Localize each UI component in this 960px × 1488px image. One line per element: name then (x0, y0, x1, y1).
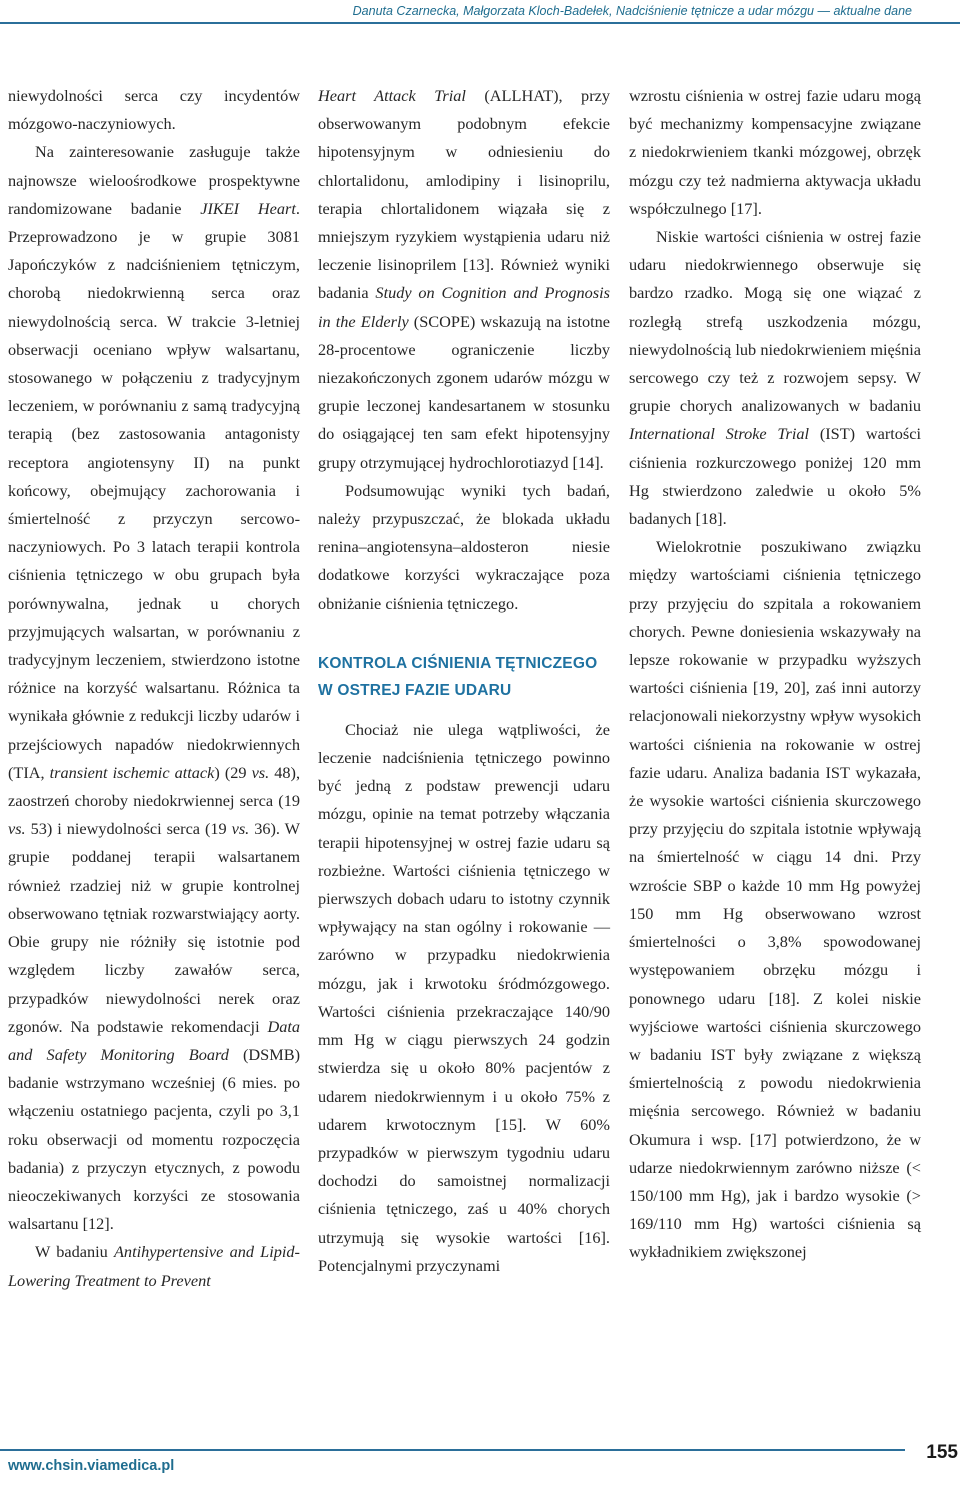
vs-italic: vs. (251, 762, 270, 782)
vs-italic: vs. (231, 819, 250, 839)
paragraph: Wielokrotnie poszukiwano związku między wartościami ciśnienia tętniczego przy przyjęciu do szpitala a rokowaniem chorych. Pewne doniesienia wskazywały na lepsze rokowanie w przypadku wyższych wartości ciśnienia [19, 20], zaś inni autorzy relacjonowali niekorzystny wpływ wysokich wartości ciśnienia na rokowanie w ostrej fazie udaru. Analiza badania IST wykazała, że wysokie wartości ciśnienia skurczowego przy przyjęciu do szpitala istotnie wpływają na śmiertelność w ciągu 14 dni. Przy wzroście SBP o każde 10 mm Hg powyżej 150 mm Hg obserwowano wzrost śmiertelności o 3,8% spowodowanej występowaniem obrzęku mózgu i ponownego udaru [18]. Z kolei niskie wyjściowe wartości ciśnienia skurczowego w badaniu IST były związane z większą śmiertelnością z powodu niedokrwienia mięśnia sercowego. Również w badaniu Okumura i wsp. [17] potwierdzono, że w udarze niedokrwiennym zarówno niższe (< 150/100 mm Hg), jak i bardzo wysokie (> 169/110 mm Hg) wartości ciśnienia są wykładnikiem zwiększonej (629, 537, 921, 1262)
footer-url: www.chsin.viamedica.pl (8, 1458, 175, 1474)
term-italic: transient ischemic attack (49, 762, 215, 782)
paragraph: niewydolności serca czy incydentów mózgowo-naczyniowych. (8, 86, 300, 134)
text-run: W badaniu (35, 1242, 114, 1262)
study-name: Study on Cognition and Prognosis in the Elderly (318, 283, 610, 331)
footer-rule (0, 1449, 905, 1451)
study-name: Antihypertensive and Lipid-Lowering Treatment to Prevent (8, 1242, 300, 1290)
header-rule (0, 22, 960, 24)
paragraph (318, 82, 610, 477)
paragraph: Chociaż nie ulega wątpliwości, że leczenie nadciśnienia tętniczego powinno być jedną z podstaw prewencji udaru mózgu, opinie na temat potrzeby włączania terapii hipotensyjnej w ostrej fazie udaru są rozbieżne. Wartości ciśnienia tętniczego w pierwszych dobach udaru to istotny czynnik wpływający na stan ogólny i rokowanie — zarówno w przypadku niedokrwienia mózgu, jak i krwotoku śródmózgowego. Wartości ciśnienia przekraczające 140/90 mm Hg w ciągu pierwszych 24 godzin stwierdza się u około 80% pacjentów z udarem niedokrwiennym i u około 75% z udarem krwotocznym [15]. W 60% przypadków w pierwszym tygodniu udaru dochodzi do samoistnej normalizacji ciśnienia tętniczego, zaś u 40% chorych utrzymują się wysokie wartości [16]. Potencjalnymi przyczynami (318, 719, 610, 1275)
study-name: International Stroke Trial (629, 424, 810, 444)
text-run: 53) i niewydolności serca (19 (25, 819, 232, 839)
running-title: Danuta Czarnecka, Małgorzata Kloch-Badełek, Nadciśnienie tętnicze a udar mózgu — aktualne dane (352, 4, 912, 18)
text-run: (IST) wartości ciśnienia rozkurczowego poniżej 120 mm Hg stwierdzono zaledwie u około 5% badanych [18]. (629, 424, 922, 529)
column-2 (318, 82, 610, 1280)
text-run: 48), zaostrzeń choroby niedokrwiennej serca (19 (8, 762, 301, 811)
paragraph (8, 1238, 300, 1294)
text-run: (ALLHAT), przy obserwowanym podobnym efekcie hipotensyjnym w odniesieniu do chlortalidonu, amlodipiny i lisinoprilu, terapia chlortalidonem wiązała się z mniejszym ryzykiem wystąpienia udaru niż leczenie lisinoprilem [13]. Również wyniki badania (318, 86, 610, 303)
text-run: (SCOPE) wskazują na istotne 28-procentowe ograniczenie liczby niezakończonych zgonem udarów mózgu w grupie leczonej kandesartanem w stosunku do osiągającej ten sam efekt hipotensyjny grupy otrzymującej hydrochlorotiazyd [14]. (318, 311, 611, 472)
text-run: . Przeprowadzono je w grupie 3081 Japończyków z nadciśnieniem tętniczym, chorobą niedokrwienną serca oraz niewydolnością serca. W trakcie 3-letniej obserwacji oceniano wpływ walsartanu, stosowanego w połączeniu z tradycyjnym leczeniem, w porównaniu z samą tradycyjną terapią (bez zastosowania antagonisty receptora angiotensyny II) na punkt końcowy, obejmujący zachorowania i śmiertelność z przyczyn sercowo-naczyniowych. Po 3 latach terapii kontrola ciśnienia tętniczego w obu grupach była porównywalna, jednak u chorych przyjmujących walsartan, w porównaniu z tradycyjnym leczeniem, stwierdzono istotne różnice na korzyść walsartanu. Różnica ta wynikała głównie z redukcji liczby udarów i przejściowych napadów niedokrwiennych (TIA, (8, 198, 300, 782)
text-run: Niskie wartości ciśnienia w ostrej fazie udaru niedokrwiennego obserwuje się bardzo rzadko. Mogą się one wiązać z rozległą strefą uszkodzenia mózgu, niewydolnością lub niedokrwieniem mięśnia sercowego czy też z rozwojem sepsy. W grupie chorych analizowanych w badaniu (629, 227, 921, 416)
board-name: Data and Safety Monitoring Board (8, 1016, 300, 1064)
column-1 (8, 82, 300, 1295)
section-heading: KONTROLA CIŚNIENIA TĘTNICZEGO W OSTREJ FAZIE UDARU (318, 654, 598, 699)
page-number: 155 (926, 1442, 958, 1463)
study-name: Heart Attack Trial (318, 86, 466, 105)
vs-italic: vs. (8, 819, 26, 839)
paragraph (629, 223, 921, 533)
text-run: (DSMB) badanie wstrzymano wcześniej (6 mies. po włączeniu ostatniego pacjenta, czyli po 3,1 roku obserwacji od momentu rozpoczęcia badania) z przyczyn etycznych, z powodu nieoczekiwanych korzyści ze stosowania walsartanu [12]. (8, 1044, 300, 1234)
column-3 (629, 82, 921, 1267)
study-name: JIKEI Heart (200, 198, 296, 218)
running-header (0, 0, 960, 34)
text-run: Na zainteresowanie zasługuje także najnowsze wieloośrodkowe prospektywne randomizowane badanie (8, 142, 300, 218)
paragraph: Podsumowując wyniki tych badań, należy przypuszczać, że blokada układu renina–angiotensyna–aldosteron niesie dodatkowe korzyści wykraczające poza obniżanie ciśnienia tętniczego. (318, 480, 610, 613)
paragraph: wzrostu ciśnienia w ostrej fazie udaru mogą być mechanizmy kompensacyjne związane z niedokrwieniem tkanki mózgowej, obrzęk mózgu czy też nadmierna aktywacja układu współczulnego [17]. (629, 86, 921, 218)
paragraph (8, 138, 300, 1238)
text-run: ) (29 (214, 762, 252, 782)
text-run: 36). W grupie poddanej terapii walsartanem również rzadziej niż w grupie kontrolnej obserwowano tętniak rozwarstwiający aorty. Obie grupy nie różniły się istotnie pod względem liczby zawałów serca, przypadków niewydolności nerek oraz zgonów. Na podstawie rekomendacji (8, 819, 300, 1036)
